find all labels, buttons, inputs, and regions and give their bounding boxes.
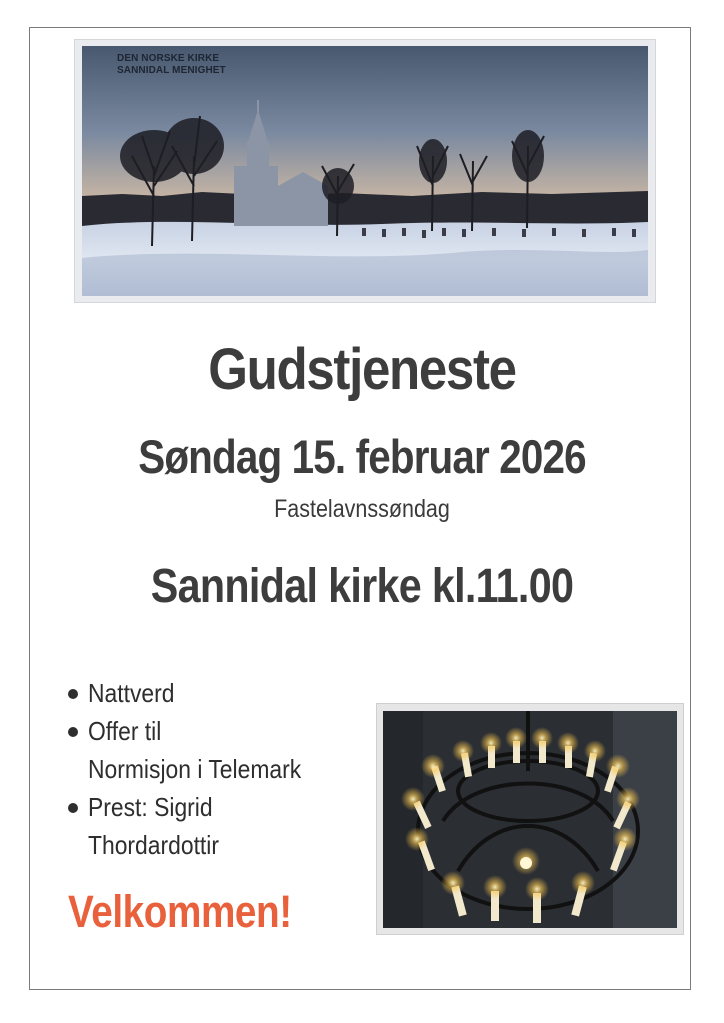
list-item-text: Normisjon i Telemark xyxy=(88,754,302,784)
bullet-icon xyxy=(68,803,78,813)
list-item-text: Prest: Sigrid xyxy=(88,792,213,822)
details-list xyxy=(64,674,364,864)
organization-label xyxy=(117,53,226,77)
list-item-text: Nattverd xyxy=(88,678,175,708)
org-line-1: DEN NORSKE KIRKE xyxy=(117,53,220,64)
event-occasion: Fastelavnssøndag xyxy=(274,495,450,523)
list-item xyxy=(64,788,364,864)
event-date: Søndag 15. februar 2026 xyxy=(138,430,586,483)
list-item xyxy=(64,712,364,788)
event-title: Gudstjeneste xyxy=(208,337,516,402)
list-item-text: Offer til xyxy=(88,716,162,746)
welcome-text: Velkommen! xyxy=(68,886,292,937)
church-winter-landscape-image xyxy=(82,46,648,296)
bullet-icon xyxy=(68,727,78,737)
org-line-2: SANNIDAL MENIGHET xyxy=(117,65,226,76)
candle-photo xyxy=(376,703,684,935)
candle-chandelier-image xyxy=(383,711,677,928)
list-item xyxy=(64,674,364,712)
list-item-text: Thordardottir xyxy=(88,830,219,860)
church-photo xyxy=(74,39,656,303)
event-location-time: Sannidal kirke kl.11.00 xyxy=(150,560,574,613)
bullet-icon xyxy=(68,689,78,699)
